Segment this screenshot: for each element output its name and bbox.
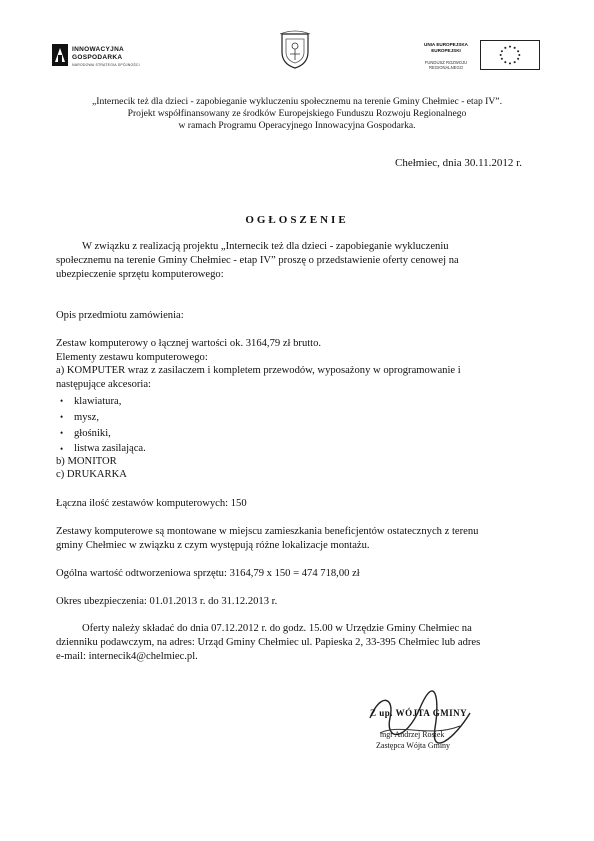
offers-line3: e-mail: internecik4@chelmiec.pl.	[56, 651, 198, 662]
logo-line1: INNOWACYJNA	[72, 46, 125, 53]
intro-line1: W związku z realizacją projektu „Internecik też dla dzieci - zapobieganie wykluczeniu	[82, 241, 449, 252]
eu-fund-logo	[418, 40, 548, 70]
item-c: c) DRUKARKA	[56, 469, 127, 480]
eu-flag-icon	[480, 40, 540, 70]
logo-line2: GOSPODARKA	[72, 54, 123, 61]
bullet-icon: •	[60, 444, 64, 454]
project-line2: Projekt współfinansowany ze środków Europejskiego Funduszu Rozwoju Regionalnego	[127, 108, 467, 119]
project-line3: w ramach Programu Operacyjnego Innowacyjna Gospodarka.	[178, 120, 416, 131]
document-title: OGŁOSZENIE	[245, 214, 349, 226]
stamp-line3: Zastępca Wójta Gminy	[376, 741, 451, 750]
bullet-icon: •	[60, 396, 64, 406]
bullet-icon: •	[60, 428, 64, 438]
total-sets: Łączna ilość zestawów komputerowych: 150	[56, 498, 247, 509]
eu-line1: UNIA EUROPEJSKA	[424, 42, 468, 47]
logo-line3: NARODOWA STRATEGIA SPÓJNOŚCI	[72, 63, 140, 67]
stamp-line2: mgr Andrzej Rosiek	[380, 730, 445, 739]
offers-line1: Oferty należy składać do dnia 07.12.2012 r. do godz. 15.00 w Urzędzie Gminy Chełmiec na	[82, 623, 472, 634]
document-date: Chełmiec, dnia 30.11.2012 r.	[395, 157, 522, 169]
insurance-period: Okres ubezpieczenia: 01.01.2013 r. do 31.12.2013 r.	[56, 596, 278, 607]
stamp-line1: Z up. WÓJTA GMINY	[370, 708, 468, 718]
accessory-item: głośniki,	[74, 428, 111, 439]
set-value: Zestaw komputerowy o łącznej wartości ok. 3164,79 zł brutto.	[56, 338, 322, 349]
mounting-line1: Zestawy komputerowe są montowane w miejscu zamieszkania beneficjentów ostatecznych z terenu	[56, 526, 479, 537]
mounting-line2: gminy Chełmiec w związku z czym występują różne lokalizacje montażu.	[56, 540, 370, 551]
item-a-line2: następujące akcesoria:	[56, 379, 151, 390]
eu-text	[418, 42, 474, 54]
municipal-crest-icon	[278, 30, 312, 70]
eu-line2: EUROPEJSKI	[431, 48, 461, 53]
item-b: b) MONITOR	[56, 456, 117, 467]
logo-mark-icon	[52, 44, 68, 66]
innowacyjna-gospodarka-logo	[52, 44, 162, 70]
subject-heading: Opis przedmiotu zamówienia:	[56, 310, 184, 321]
elements-heading: Elementy zestawu komputerowego:	[56, 352, 208, 363]
accessory-item: mysz,	[74, 412, 100, 423]
intro-line3: ubezpieczenie sprzętu komputerowego:	[56, 269, 224, 280]
intro-line2: społecznemu na terenie Gminy Chełmiec - etap IV” proszę o przedstawienie oferty cenowej na	[56, 255, 459, 266]
item-a-line1: a) KOMPUTER wraz z zasilaczem i kompletem przewodów, wyposażony w oprogramowanie i	[56, 365, 461, 376]
accessory-item: klawiatura,	[74, 396, 122, 407]
eu-line3: FUNDUSZ ROZWOJU REGIONALNEGO	[424, 60, 468, 70]
total-value: Ogólna wartość odtworzeniowa sprzętu: 3164,79 x 150 = 474 718,00 zł	[56, 568, 360, 579]
offers-line2: dzienniku podawczym, na adres: Urząd Gminy Chełmiec ul. Papieska 2, 33-395 Chełmiec lub adres	[56, 637, 481, 648]
project-line1: „Internecik też dla dzieci - zapobieganie wykluczeniu społecznemu na terenie Gminy Chełmiec - etap IV”.	[92, 96, 502, 107]
accessory-item: listwa zasilająca.	[74, 443, 146, 454]
bullet-icon: •	[60, 412, 64, 422]
